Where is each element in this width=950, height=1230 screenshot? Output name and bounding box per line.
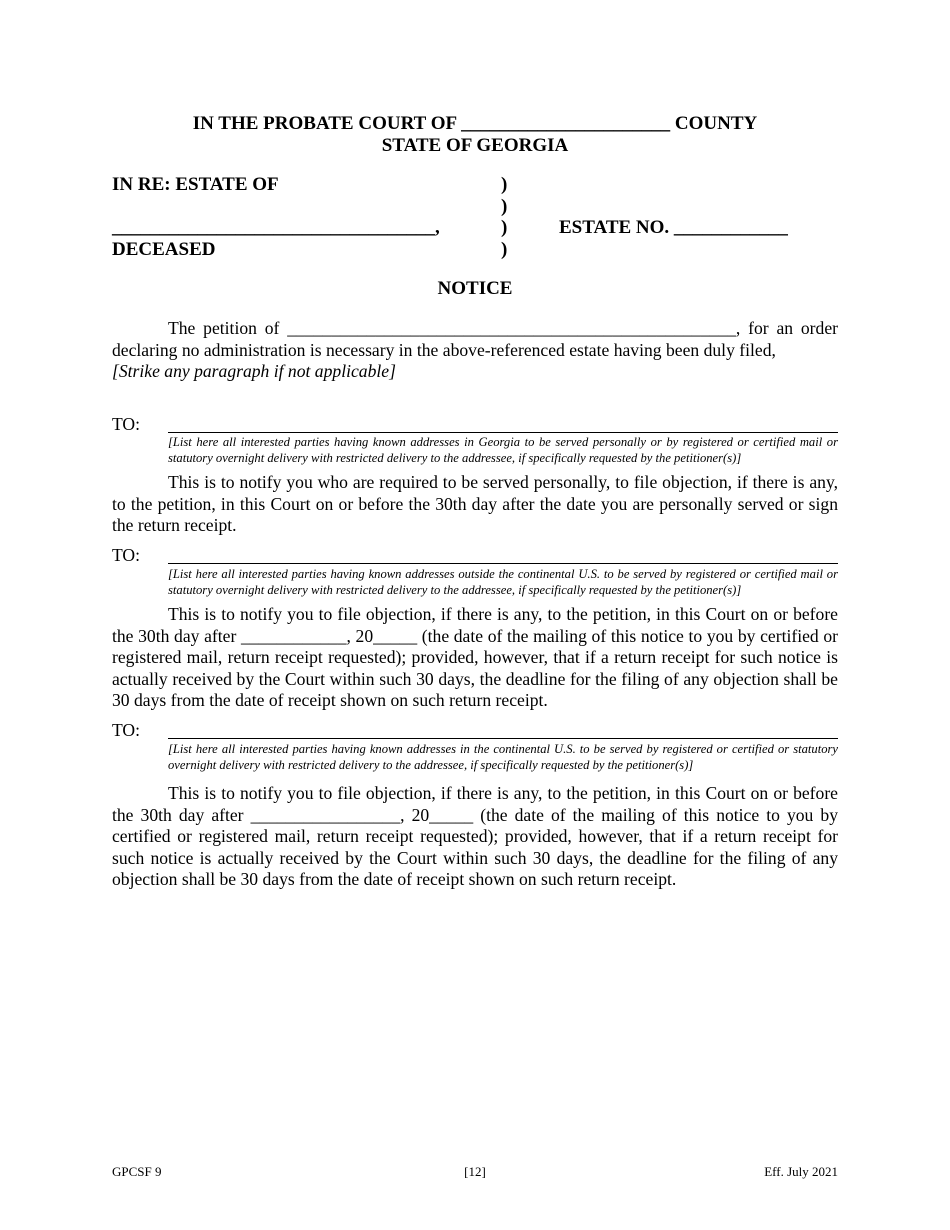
caption-paren-3: ) bbox=[501, 217, 508, 238]
notice-paragraph-3: This is to notify you to file objection, if there is any, to the petition, in this Court on or before the 30th day after _________________, 20_____ (the date of the mailing of this notice to you by certified or registered mail, return receipt requested); provided, however, that if a return receipt for such notice is actually received by the Court within such 30 days, the deadline for the filing of any objection shall be 30 days from the date of receipt shown on such return receipt. bbox=[112, 783, 838, 890]
caption-paren-1: ) bbox=[501, 174, 508, 195]
recipients-line-3 bbox=[168, 738, 838, 739]
recipients-line-2 bbox=[168, 563, 838, 564]
instruction-outside-us: [List here all interested parties having known addresses outside the continental U.S. to be served by registered or certified mail or statutory overnight delivery with restricted delivery to the addressee, if specifically requested by the petitioner(s)] bbox=[168, 567, 838, 597]
caption-paren-2: ) bbox=[501, 196, 508, 217]
instruction-continental-us: [List here all interested parties having known addresses in the continental U.S. to be served by registered or certified or statutory overnight delivery with restricted delivery to the addressee, if specifically requested by the petitioner(s)] bbox=[168, 742, 838, 772]
strike-note: [Strike any paragraph if not applicable] bbox=[112, 361, 396, 382]
effective-date: Eff. July 2021 bbox=[764, 1164, 838, 1179]
notice-paragraph-1: This is to notify you who are required to be served personally, to file objection, if there is any, to the petition, in this Court on or before the 30th day after the date you are personally served or sign the return receipt. bbox=[112, 472, 838, 536]
notice-paragraph-2: This is to notify you to file objection, if there is any, to the petition, in this Court on or before the 30th day after ____________, 20_____ (the date of the mailing of this notice to you by certified or registered mail, return receipt requested); provided, however, that if a return receipt for such notice is actually received by the Court within such 30 days, the deadline for the filing of any objection shall be 30 days from the date of receipt shown on such return receipt. bbox=[112, 604, 838, 711]
deceased-label: DECEASED bbox=[112, 239, 216, 260]
caption-paren-4: ) bbox=[501, 239, 508, 260]
in-re-label: IN RE: ESTATE OF bbox=[112, 174, 279, 195]
estate-number-field: ESTATE NO. ____________ bbox=[559, 217, 788, 238]
page-number: [12] bbox=[464, 1164, 486, 1179]
instruction-georgia: [List here all interested parties having known addresses in Georgia to be served personally or by registered or certified mail or statutory overnight delivery with restricted delivery to the addressee, if specifically requested by the petitioner(s)] bbox=[168, 435, 838, 465]
state-heading: STATE OF GEORGIA bbox=[381, 135, 569, 156]
notice-title: NOTICE bbox=[437, 278, 513, 299]
form-id: GPCSF 9 bbox=[112, 1164, 162, 1179]
intro-paragraph bbox=[112, 318, 838, 383]
recipients-line-1 bbox=[168, 432, 838, 433]
decedent-name-blank: __________________________________, bbox=[112, 217, 440, 238]
to-label-1: TO: bbox=[112, 414, 141, 434]
to-label-2: TO: bbox=[112, 545, 141, 565]
intro-text: The petition of ___________________________________________________, for an order declaring no administration is necessary in the above-referenced estate having been duly filed, bbox=[112, 318, 838, 360]
to-label-3: TO: bbox=[112, 720, 141, 740]
court-heading: IN THE PROBATE COURT OF ______________________ COUNTY bbox=[192, 113, 758, 134]
